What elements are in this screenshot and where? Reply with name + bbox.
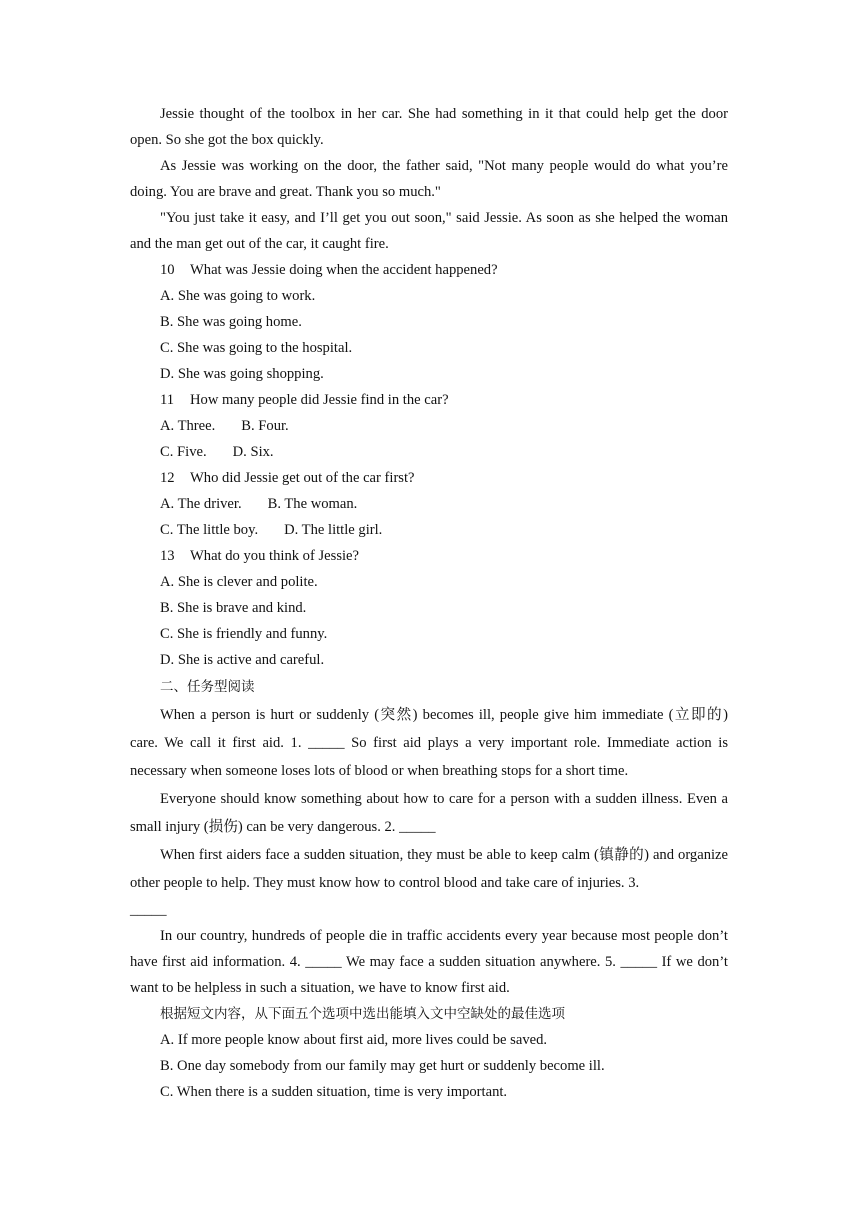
question-10 <box>130 257 728 283</box>
question-number: 13 <box>160 548 175 564</box>
passage-paragraph: "You just take it easy, and I’ll get you out soon," said Jessie. As soon as she helped the woman and the man get out of the car, it caught fire. <box>130 210 728 252</box>
option-b: B. She was going home. <box>160 314 302 330</box>
option-b: B. The woman. <box>267 496 358 512</box>
question-number: 10 <box>160 262 175 278</box>
question-11 <box>130 387 728 413</box>
option-a: A. The driver. <box>160 496 242 512</box>
option-a: A. She is clever and polite. <box>160 574 318 590</box>
section2-paragraph: When first aiders face a sudden situation, they must be able to keep calm (镇静的) and organize other people to help. They must know how to control blood and take care of injuries. 3. <box>130 847 728 891</box>
option-c: C. The little boy. <box>160 522 259 538</box>
question-number: 11 <box>160 392 175 408</box>
option-a: A. Three. <box>160 418 216 434</box>
option-b: B. Four. <box>241 418 289 434</box>
options-row <box>130 413 728 439</box>
option-d: D. She was going shopping. <box>160 366 324 382</box>
option-d: D. The little girl. <box>284 522 383 538</box>
question-stem: How many people did Jessie find in the car? <box>190 392 449 408</box>
options-row <box>130 491 728 517</box>
question-number: 12 <box>160 470 175 486</box>
option-a: A. She was going to work. <box>160 288 316 304</box>
choice-a: A. If more people know about first aid, more lives could be saved. <box>160 1032 548 1048</box>
document-content <box>130 101 728 1105</box>
passage-paragraph: As Jessie was working on the door, the father said, "Not many people would do what you’re doing. You are brave and great. Thank you so much." <box>130 158 728 200</box>
option-b: B. She is brave and kind. <box>160 600 307 616</box>
section-instruction: 根据短文内容，从下面五个选项中选出能填入文中空缺处的最佳选项 <box>160 1006 565 1022</box>
choice-c: C. When there is a sudden situation, time is very important. <box>160 1084 508 1100</box>
question-12 <box>130 465 728 491</box>
option-c: C. She was going to the hospital. <box>160 340 353 356</box>
passage-paragraph: Jessie thought of the toolbox in her car. She had something in it that could help get the door open. So she got the box quickly. <box>130 106 728 148</box>
section2-paragraph: Everyone should know something about how to care for a person with a sudden illness. Even a small injury (损伤) can be very dangerous. 2. _____ <box>130 791 728 835</box>
option-c: C. Five. <box>160 444 207 460</box>
option-d: D. She is active and careful. <box>160 652 325 668</box>
section2-paragraph: In our country, hundreds of people die in traffic accidents every year because most people don’t have first aid information. 4. _____ We may face a sudden situation anywhere. 5. _____ If we don’t want to be helpless in such a situation, we have to know first aid. <box>130 928 728 996</box>
question-stem: What do you think of Jessie? <box>190 548 360 564</box>
option-c: C. She is friendly and funny. <box>160 626 328 642</box>
section2-paragraph: When a person is hurt or suddenly (突然) becomes ill, people give him immediate (立即的) care. We call it first aid. 1. _____ So first aid plays a very important role. Immediate action is necessary when someone loses lots of blood or when breathing stops for a short time. <box>130 707 728 779</box>
answer-blank: _____ <box>130 902 167 918</box>
options-row <box>130 517 728 543</box>
question-stem: Who did Jessie get out of the car first? <box>190 470 415 486</box>
choice-b: B. One day somebody from our family may get hurt or suddenly become ill. <box>160 1058 605 1074</box>
question-13 <box>130 543 728 569</box>
options-row <box>130 439 728 465</box>
section-heading: 二、任务型阅读 <box>160 679 255 695</box>
option-d: D. Six. <box>232 444 274 460</box>
question-stem: What was Jessie doing when the accident happened? <box>190 262 498 278</box>
